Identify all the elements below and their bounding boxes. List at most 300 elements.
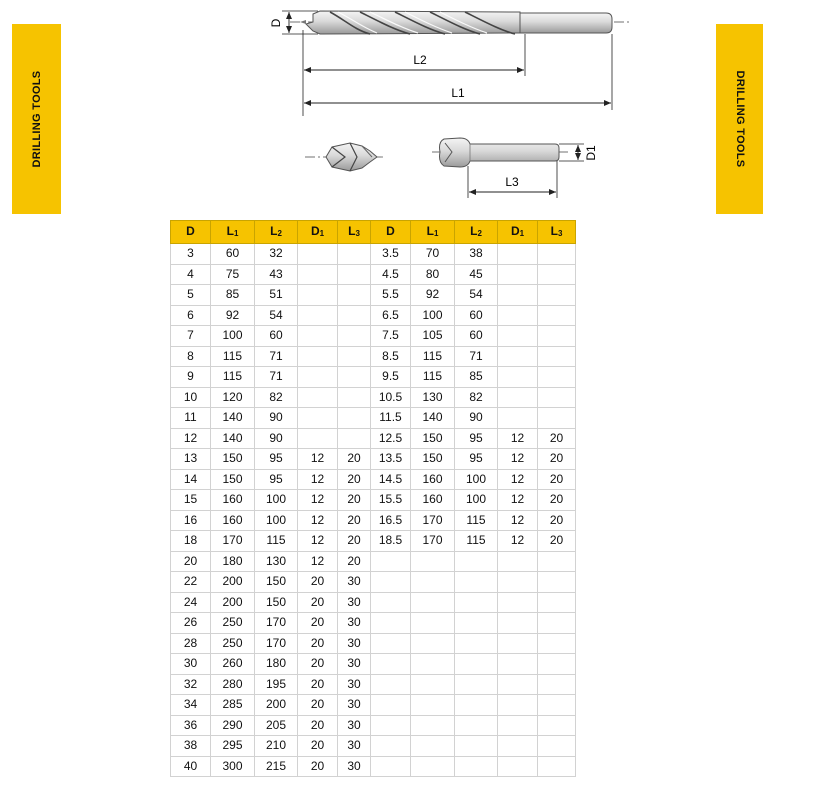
column-header-main: L: [348, 224, 356, 238]
table-cell: 12: [498, 510, 538, 531]
table-cell: 20: [338, 510, 371, 531]
table-cell: 30: [338, 715, 371, 736]
table-cell: [455, 695, 498, 716]
column-header: [371, 221, 411, 244]
table-cell: 5: [171, 285, 211, 306]
table-cell: 160: [411, 490, 455, 511]
table-cell: 170: [255, 613, 298, 634]
table-cell: [498, 408, 538, 429]
table-cell: 9: [171, 367, 211, 388]
table-cell: [411, 736, 455, 757]
table-cell: [538, 285, 576, 306]
table-cell: 12: [298, 551, 338, 572]
table-cell: 85: [211, 285, 255, 306]
table-row: [171, 326, 576, 347]
table-cell: [455, 674, 498, 695]
column-header-sub: 1: [519, 229, 525, 238]
table-row: [171, 736, 576, 757]
table-cell: 12.5: [371, 428, 411, 449]
table-cell: [498, 326, 538, 347]
table-cell: [455, 592, 498, 613]
table-cell: 82: [455, 387, 498, 408]
table-cell: [298, 305, 338, 326]
table-row: [171, 285, 576, 306]
table-cell: [338, 264, 371, 285]
column-header-main: L: [270, 224, 278, 238]
table-cell: 150: [211, 469, 255, 490]
table-cell: [538, 305, 576, 326]
table-cell: [498, 387, 538, 408]
side-tab-right-label: DRILLING TOOLS: [733, 70, 746, 168]
table-cell: 11.5: [371, 408, 411, 429]
column-header: [498, 221, 538, 244]
table-header-row: [171, 221, 576, 244]
table-cell: 115: [455, 531, 498, 552]
table-cell: 14.5: [371, 469, 411, 490]
table-cell: 200: [211, 572, 255, 593]
label-d: D: [269, 18, 283, 28]
table-cell: 30: [338, 654, 371, 675]
column-header-main: D: [310, 224, 320, 238]
table-cell: [298, 387, 338, 408]
spec-table: [170, 220, 576, 777]
table-cell: 20: [338, 531, 371, 552]
table-cell: 3.5: [371, 244, 411, 265]
table-row: [171, 695, 576, 716]
table-cell: [371, 654, 411, 675]
table-cell: 90: [255, 408, 298, 429]
table-cell: 200: [255, 695, 298, 716]
table-cell: 6.5: [371, 305, 411, 326]
table-row: [171, 715, 576, 736]
table-cell: 13: [171, 449, 211, 470]
table-cell: [371, 736, 411, 757]
table-cell: [538, 613, 576, 634]
table-cell: 20: [298, 592, 338, 613]
table-cell: 54: [455, 285, 498, 306]
table-cell: 160: [411, 469, 455, 490]
table-cell: [538, 633, 576, 654]
table-cell: [298, 408, 338, 429]
table-cell: 71: [255, 346, 298, 367]
table-cell: [538, 367, 576, 388]
table-cell: 14: [171, 469, 211, 490]
table-cell: [498, 551, 538, 572]
table-cell: 20: [338, 551, 371, 572]
table-cell: 20: [298, 695, 338, 716]
table-cell: 3: [171, 244, 211, 265]
table-cell: 170: [411, 531, 455, 552]
drill-shank-view: [432, 138, 570, 167]
table-cell: 71: [255, 367, 298, 388]
table-cell: [371, 715, 411, 736]
table-cell: 30: [338, 572, 371, 593]
table-cell: 150: [255, 592, 298, 613]
table-cell: 10.5: [371, 387, 411, 408]
table-cell: 12: [298, 510, 338, 531]
table-cell: 20: [298, 756, 338, 777]
table-cell: 100: [455, 490, 498, 511]
table-cell: 20: [338, 490, 371, 511]
table-cell: [455, 551, 498, 572]
table-row: [171, 449, 576, 470]
table-row: [171, 244, 576, 265]
table-cell: 32: [171, 674, 211, 695]
table-cell: [338, 387, 371, 408]
table-cell: 20: [338, 469, 371, 490]
table-row: [171, 551, 576, 572]
table-cell: [538, 695, 576, 716]
table-cell: 82: [255, 387, 298, 408]
table-cell: 95: [455, 428, 498, 449]
table-cell: [498, 654, 538, 675]
table-cell: 160: [211, 510, 255, 531]
column-header-main: D: [510, 224, 520, 238]
table-row: [171, 756, 576, 777]
column-header-main: D: [386, 224, 395, 238]
table-cell: [371, 674, 411, 695]
table-cell: [498, 572, 538, 593]
table-cell: [411, 654, 455, 675]
table-cell: 300: [211, 756, 255, 777]
table-row: [171, 305, 576, 326]
table-cell: [371, 551, 411, 572]
table-cell: 30: [338, 613, 371, 634]
table-cell: 92: [411, 285, 455, 306]
table-cell: 200: [211, 592, 255, 613]
table-cell: 38: [171, 736, 211, 757]
table-cell: 100: [255, 510, 298, 531]
table-cell: 130: [411, 387, 455, 408]
table-cell: 130: [255, 551, 298, 572]
label-l3: L3: [505, 175, 519, 189]
column-header-sub: 2: [477, 229, 482, 238]
table-cell: 12: [298, 469, 338, 490]
table-cell: [455, 756, 498, 777]
table-cell: 30: [338, 736, 371, 757]
table-cell: [498, 244, 538, 265]
table-cell: 20: [298, 715, 338, 736]
table-cell: [498, 674, 538, 695]
column-header: [338, 221, 371, 244]
table-cell: 90: [255, 428, 298, 449]
table-cell: 60: [255, 326, 298, 347]
table-cell: 8: [171, 346, 211, 367]
table-cell: 95: [255, 449, 298, 470]
column-header-main: D: [186, 224, 195, 238]
drill-side-view: [290, 11, 630, 34]
table-row: [171, 346, 576, 367]
table-cell: [411, 674, 455, 695]
table-cell: [498, 264, 538, 285]
table-cell: 4: [171, 264, 211, 285]
table-cell: 290: [211, 715, 255, 736]
table-cell: [498, 695, 538, 716]
column-header-sub: 3: [355, 229, 360, 238]
table-cell: [538, 264, 576, 285]
table-cell: 140: [411, 408, 455, 429]
table-cell: 9.5: [371, 367, 411, 388]
table-cell: 115: [411, 367, 455, 388]
table-cell: 30: [171, 654, 211, 675]
table-cell: 13.5: [371, 449, 411, 470]
table-cell: [455, 736, 498, 757]
table-cell: [498, 367, 538, 388]
table-cell: 80: [411, 264, 455, 285]
table-row: [171, 408, 576, 429]
table-cell: 170: [411, 510, 455, 531]
table-cell: 120: [211, 387, 255, 408]
table-cell: [371, 633, 411, 654]
table-cell: 180: [211, 551, 255, 572]
column-header-main: L: [550, 224, 558, 238]
table-cell: 12: [498, 490, 538, 511]
table-row: [171, 531, 576, 552]
table-cell: 20: [538, 449, 576, 470]
table-cell: [498, 285, 538, 306]
table-cell: 12: [298, 449, 338, 470]
table-cell: 16.5: [371, 510, 411, 531]
table-cell: [298, 326, 338, 347]
table-cell: 150: [255, 572, 298, 593]
table-cell: 140: [211, 408, 255, 429]
drill-shank: [520, 13, 612, 33]
table-cell: [371, 613, 411, 634]
table-cell: 60: [211, 244, 255, 265]
table-cell: [298, 428, 338, 449]
table-cell: 260: [211, 654, 255, 675]
table-row: [171, 510, 576, 531]
table-cell: [411, 756, 455, 777]
table-cell: 7.5: [371, 326, 411, 347]
table-cell: 36: [171, 715, 211, 736]
table-cell: [538, 326, 576, 347]
table-row: [171, 367, 576, 388]
table-cell: [371, 756, 411, 777]
table-cell: [538, 654, 576, 675]
table-cell: 160: [211, 490, 255, 511]
column-header: [255, 221, 298, 244]
table-cell: 150: [411, 428, 455, 449]
table-cell: 170: [255, 633, 298, 654]
table-body: [171, 244, 576, 777]
table-cell: 20: [338, 449, 371, 470]
table-cell: [455, 633, 498, 654]
table-cell: 180: [255, 654, 298, 675]
table-cell: 22: [171, 572, 211, 593]
table-cell: [538, 244, 576, 265]
table-row: [171, 387, 576, 408]
table-cell: [411, 551, 455, 572]
table-cell: 45: [455, 264, 498, 285]
table-cell: [498, 756, 538, 777]
table-cell: 71: [455, 346, 498, 367]
table-cell: 8.5: [371, 346, 411, 367]
table-cell: [371, 695, 411, 716]
table-cell: 12: [498, 449, 538, 470]
table-cell: 12: [498, 531, 538, 552]
table-cell: 40: [171, 756, 211, 777]
table-cell: [411, 613, 455, 634]
table-cell: 20: [298, 654, 338, 675]
table-cell: [411, 715, 455, 736]
table-cell: 95: [255, 469, 298, 490]
table-row: [171, 264, 576, 285]
table-row: [171, 428, 576, 449]
label-l2: L2: [413, 53, 427, 67]
table-cell: 210: [255, 736, 298, 757]
column-header-sub: 2: [277, 229, 282, 238]
table-cell: 16: [171, 510, 211, 531]
table-cell: 12: [298, 490, 338, 511]
table-cell: [538, 715, 576, 736]
table-cell: 195: [255, 674, 298, 695]
dimension-l3: [468, 161, 557, 198]
column-header: [455, 221, 498, 244]
table-cell: 30: [338, 695, 371, 716]
table-cell: [498, 305, 538, 326]
table-cell: [538, 674, 576, 695]
table-cell: [338, 367, 371, 388]
table-cell: 20: [298, 674, 338, 695]
table-cell: 12: [298, 531, 338, 552]
table-cell: 20: [298, 613, 338, 634]
table-cell: 20: [298, 572, 338, 593]
table-cell: 250: [211, 613, 255, 634]
table-cell: 28: [171, 633, 211, 654]
table-cell: [411, 572, 455, 593]
label-l1: L1: [451, 86, 465, 100]
table-cell: 295: [211, 736, 255, 757]
table-cell: 4.5: [371, 264, 411, 285]
table-cell: 12: [498, 469, 538, 490]
dimension-d1: [559, 144, 598, 161]
table-cell: 10: [171, 387, 211, 408]
column-header-main: L: [426, 224, 434, 238]
table-row: [171, 654, 576, 675]
table-cell: [455, 572, 498, 593]
table-cell: 115: [211, 367, 255, 388]
table-cell: [411, 695, 455, 716]
table-cell: 90: [455, 408, 498, 429]
table-cell: 75: [211, 264, 255, 285]
table-cell: [338, 305, 371, 326]
label-d1: D1: [584, 145, 598, 161]
table-cell: 30: [338, 592, 371, 613]
table-cell: 100: [255, 490, 298, 511]
column-header-sub: 3: [557, 229, 563, 238]
table-cell: 15.5: [371, 490, 411, 511]
table-cell: [498, 592, 538, 613]
table-cell: 18: [171, 531, 211, 552]
table-row: [171, 633, 576, 654]
table-cell: 54: [255, 305, 298, 326]
table-cell: [498, 736, 538, 757]
column-header: [211, 221, 255, 244]
table-cell: [338, 326, 371, 347]
column-header: [298, 221, 338, 244]
table-cell: [498, 613, 538, 634]
table-cell: [455, 654, 498, 675]
column-header: [538, 221, 576, 244]
table-cell: 15: [171, 490, 211, 511]
dimension-l1: [304, 34, 612, 110]
drill-diagram: [0, 0, 821, 215]
table-cell: 34: [171, 695, 211, 716]
table-cell: [411, 592, 455, 613]
column-header-main: L: [226, 224, 234, 238]
table-cell: 20: [538, 531, 576, 552]
table-cell: 205: [255, 715, 298, 736]
table-cell: 100: [455, 469, 498, 490]
table-cell: 150: [411, 449, 455, 470]
table-cell: 38: [455, 244, 498, 265]
table-cell: 170: [211, 531, 255, 552]
column-header-sub: 1: [319, 229, 325, 238]
table-cell: 60: [455, 326, 498, 347]
table-cell: 30: [338, 756, 371, 777]
table-cell: [538, 756, 576, 777]
table-cell: 115: [411, 346, 455, 367]
table-cell: [455, 715, 498, 736]
table-cell: 60: [455, 305, 498, 326]
table-cell: 12: [498, 428, 538, 449]
table-cell: [298, 264, 338, 285]
table-cell: 20: [298, 736, 338, 757]
table-cell: [338, 244, 371, 265]
table-cell: [338, 408, 371, 429]
table-cell: 30: [338, 633, 371, 654]
table-cell: 70: [411, 244, 455, 265]
table-row: [171, 572, 576, 593]
table-cell: [455, 613, 498, 634]
table-cell: [538, 572, 576, 593]
table-row: [171, 490, 576, 511]
table-cell: 5.5: [371, 285, 411, 306]
column-header-main: L: [470, 224, 478, 238]
table-cell: 20: [538, 510, 576, 531]
table-cell: 20: [538, 469, 576, 490]
table-cell: 51: [255, 285, 298, 306]
table-cell: 20: [538, 428, 576, 449]
table-cell: 6: [171, 305, 211, 326]
table-cell: 95: [455, 449, 498, 470]
table-cell: 32: [255, 244, 298, 265]
table-cell: 30: [338, 674, 371, 695]
table-cell: [298, 285, 338, 306]
table-cell: 92: [211, 305, 255, 326]
column-header-sub: 1: [433, 229, 439, 238]
drill-tip-view: [305, 143, 383, 171]
table-cell: 250: [211, 633, 255, 654]
table-cell: 215: [255, 756, 298, 777]
table-cell: 140: [211, 428, 255, 449]
table-cell: 150: [211, 449, 255, 470]
table-cell: 18.5: [371, 531, 411, 552]
column-header: [171, 221, 211, 244]
table-cell: 20: [298, 633, 338, 654]
table-cell: 11: [171, 408, 211, 429]
table-cell: [298, 346, 338, 367]
column-header: [411, 221, 455, 244]
table-cell: [411, 633, 455, 654]
table-row: [171, 469, 576, 490]
table-cell: 85: [455, 367, 498, 388]
side-tab-left-label: DRILLING TOOLS: [30, 70, 43, 168]
table-cell: 115: [255, 531, 298, 552]
table-cell: 280: [211, 674, 255, 695]
table-cell: [538, 387, 576, 408]
